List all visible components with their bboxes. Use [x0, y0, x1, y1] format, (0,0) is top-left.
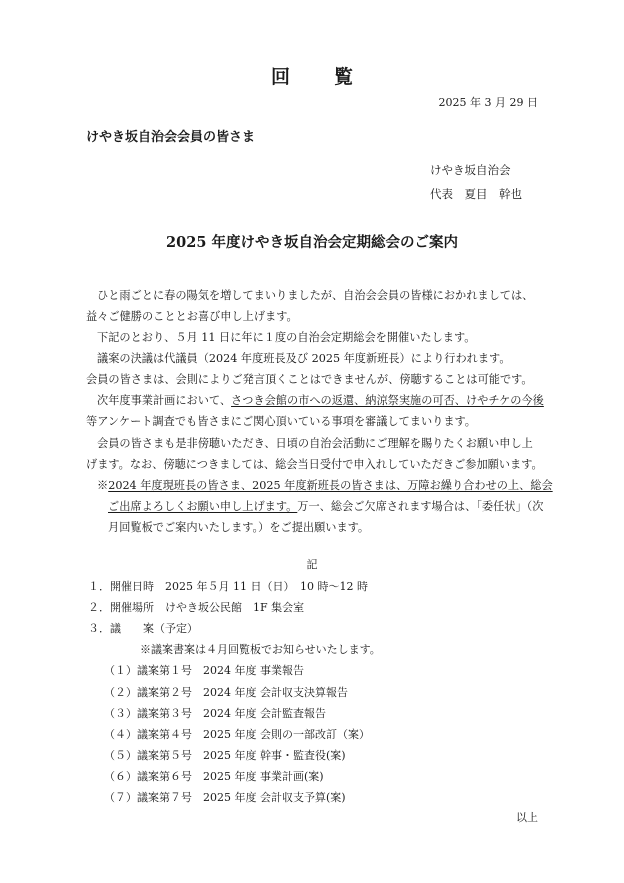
agenda-item: （６）議案第６号 2025 年度 事業計画(案): [104, 770, 324, 783]
body-paragraph-5-line-1: [97, 392, 544, 408]
agenda-item: （３）議案第３号 2024 年度 会計監査報告: [104, 707, 326, 720]
agenda-item: （４）議案第４号 2025 年度 会則の一部改訂（案）: [104, 728, 370, 741]
sender-organization: けやき坂自治会: [430, 163, 511, 177]
body-paragraph-5-underlined: さつき会館の市への返還、納涼祭実施の可否、けやチケの今後: [231, 394, 544, 407]
notice-underlined-1: 2024 年度現班長の皆さま、2025 年度新班長の皆さまは、万障お繰り合わせの上、総会: [108, 479, 553, 492]
agenda-item: （７）議案第７号 2025 年度 会計収支予算(案): [104, 791, 346, 804]
agenda-item: （２）議案第２号 2024 年度 会計収支決算報告: [104, 686, 348, 699]
notice-mark: ※: [97, 479, 109, 492]
body-paragraph-2: 下記のとおり、５月 11 日に年に１度の自治会定期総会を開催いたします。: [97, 331, 476, 344]
agenda-note: ※議案書案は４月回覧板でお知らせいたします。: [140, 643, 381, 656]
notice-line-3: 月回覧板でご案内いたします。）をご提出願います。: [108, 521, 370, 534]
closing-mark: 以上: [516, 811, 538, 824]
notice-line-1: [97, 477, 553, 493]
document-date: 2025 年 3 月 29 日: [438, 96, 538, 109]
notice-text-2: 万一、総会ご欠席されます場合は、「委任状」（次: [297, 500, 544, 513]
body-paragraph-3: 議案の決議は代議員（2024 年度班長及び 2025 年度新班長）により行われます。: [97, 352, 511, 365]
agenda-item: （１）議案第１号 2024 年度 事業報告: [104, 664, 304, 677]
page-title: 回覧: [270, 66, 397, 88]
ki-heading: 記: [306, 558, 318, 571]
notice-line-2: [108, 498, 543, 514]
sender-representative: 代表 夏目 幹也: [430, 187, 522, 201]
body-paragraph-4: 会員の皆さまは、会則によりご発言頂くことはできませんが、傍聴することは可能です。: [86, 373, 533, 386]
detail-venue: ２．開催場所 けやき坂公民館 1F 集会室: [88, 601, 305, 614]
notice-underlined-2: ご出席よろしくお願い申し上げます。: [108, 500, 298, 513]
agenda-item: （５）議案第５号 2025 年度 幹事・監査役(案): [104, 749, 346, 762]
addressee: けやき坂自治会会員の皆さま: [86, 130, 256, 145]
body-paragraph-6-line-1: 会員の皆さまも是非傍聴いただき、日頃の自治会活動にご理解を賜りたくお願い申し上: [97, 437, 533, 450]
body-paragraph-5-line-2: 等アンケート調査でも皆さまにご関心頂いている事項を審議してまいります。: [86, 415, 476, 428]
document-title: 2025 年度けやき坂自治会定期総会のご案内: [166, 234, 458, 251]
body-paragraph-5-text: 次年度事業計画において、: [97, 394, 232, 407]
body-paragraph-1-line-2: 益々ご健勝のこととお喜び申し上げます。: [86, 310, 298, 323]
body-paragraph-6-line-2: げます。なお、傍聴につきましては、総会当日受付で申入れしていただきご参加願います。: [86, 458, 543, 471]
body-paragraph-1-line-1: ひと雨ごとに春の陽気を増してまいりましたが、自治会会員の皆様におかれましては、: [97, 289, 534, 302]
detail-date-time: １．開催日時 2025 年５月 11 日（日） 10 時〜12 時: [88, 580, 368, 593]
detail-agenda-heading: ３．議 案（予定）: [88, 622, 198, 635]
